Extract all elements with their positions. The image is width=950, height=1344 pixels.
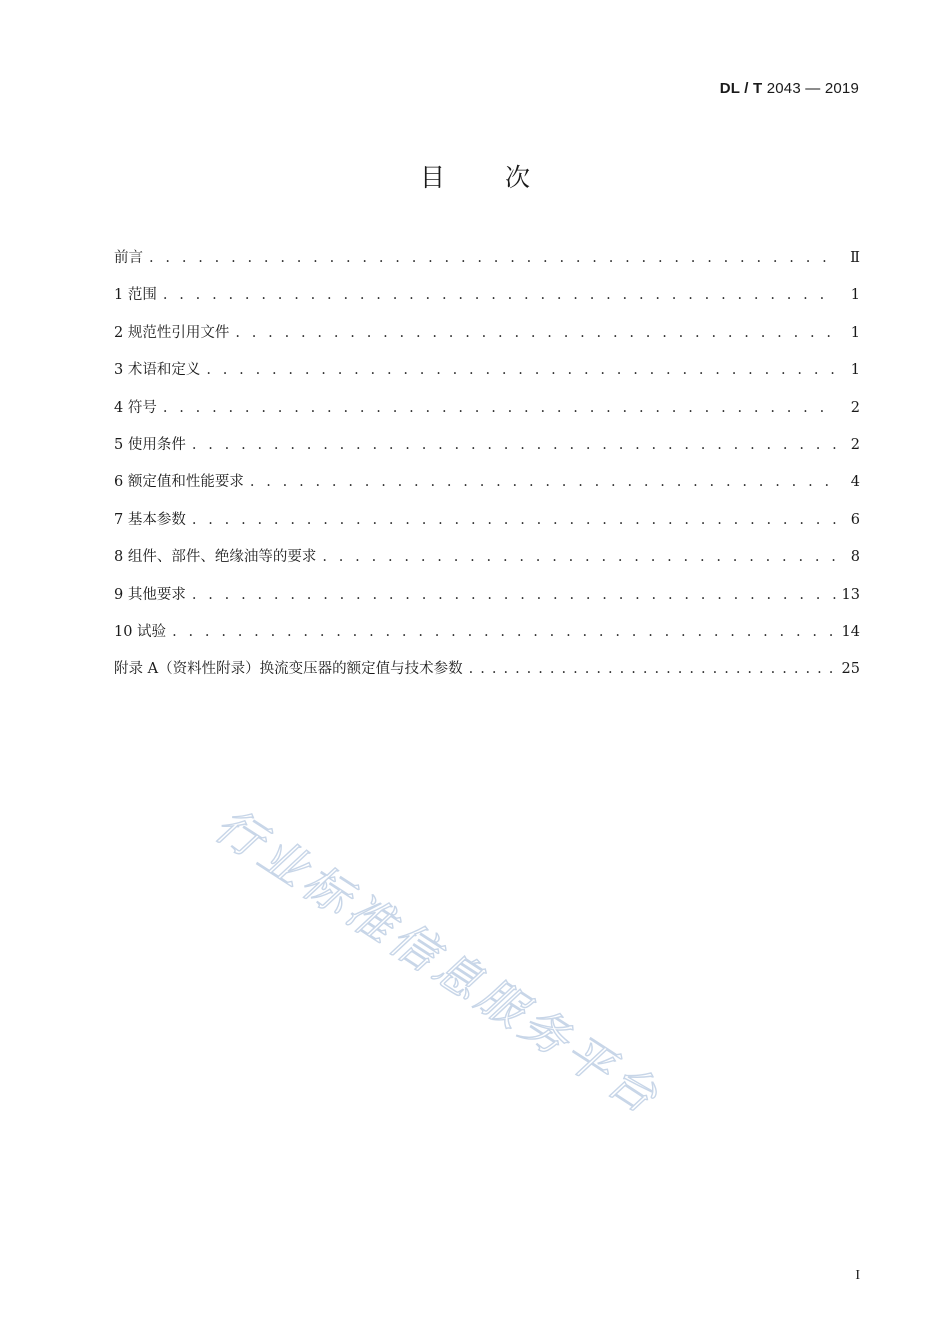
toc-entry-page: Ⅱ [850, 250, 860, 266]
page-title: 目次 [419, 163, 590, 192]
toc-entry-page: 6 [850, 511, 860, 528]
toc-leader-dots [322, 549, 836, 565]
toc-leader-dots [235, 325, 836, 341]
toc-entry-page: 4 [850, 474, 860, 491]
toc-leader-dots [163, 400, 836, 416]
toc-entry[interactable] [114, 358, 860, 395]
toc-entry-label: 4 符号 [114, 399, 157, 416]
toc-entry-label: 2 规范性引用文件 [114, 324, 230, 341]
toc-leader-dots [206, 362, 836, 378]
toc-entry-label: 3 术语和定义 [114, 362, 201, 379]
toc-leader-dots [469, 661, 836, 677]
toc-entry-page: 2 [850, 436, 860, 453]
page-number: I [855, 1268, 860, 1283]
toc-leader-dots [163, 287, 836, 303]
toc-entry[interactable] [114, 508, 860, 545]
toc-entry-page: 1 [850, 287, 860, 304]
toc-entry-page: 2 [850, 399, 860, 416]
watermark-text: 行业标准信息服务平台 [205, 797, 672, 1127]
toc-entry[interactable] [114, 545, 860, 582]
toc-entry[interactable] [114, 583, 860, 620]
toc-entry-page: 25 [841, 661, 860, 678]
toc-entry-page: 1 [850, 324, 860, 341]
toc-entry[interactable] [114, 470, 860, 507]
standard-code [720, 80, 859, 97]
toc-entry[interactable] [114, 620, 860, 657]
toc-entry-page: 8 [850, 549, 860, 566]
toc-entry-label: 6 额定值和性能要求 [114, 474, 244, 491]
toc-leader-dots [250, 474, 836, 490]
toc-leader-dots [192, 512, 836, 528]
toc-entry-label: 附录 A（资料性附录）换流变压器的额定值与技术参数 [114, 661, 463, 678]
toc-leader-dots [192, 587, 836, 603]
toc-leader-dots [172, 624, 835, 640]
toc-leader-dots [192, 437, 836, 453]
toc-entry[interactable] [114, 283, 860, 320]
toc-entry[interactable] [114, 657, 860, 694]
table-of-contents [114, 246, 860, 695]
toc-entry-label: 9 其他要求 [114, 586, 186, 603]
standard-code-number: 2043 — 2019 [762, 80, 859, 97]
toc-entry-label: 8 组件、部件、绝缘油等的要求 [114, 549, 317, 566]
toc-leader-dots [149, 250, 836, 266]
toc-entry-page: 1 [850, 362, 860, 379]
toc-entry-label: 5 使用条件 [114, 436, 186, 453]
toc-entry[interactable] [114, 396, 860, 433]
toc-entry-page: 13 [841, 586, 860, 603]
toc-entry[interactable] [114, 246, 860, 283]
toc-entry-label: 10 试验 [114, 623, 167, 640]
toc-entry[interactable] [114, 321, 860, 358]
toc-entry-page: 14 [841, 623, 860, 640]
toc-entry-label: 前言 [114, 250, 143, 266]
toc-entry[interactable] [114, 433, 860, 470]
toc-entry-label: 1 范围 [114, 287, 157, 304]
standard-code-prefix: DL / T [719, 80, 763, 97]
toc-entry-label: 7 基本参数 [114, 511, 186, 528]
